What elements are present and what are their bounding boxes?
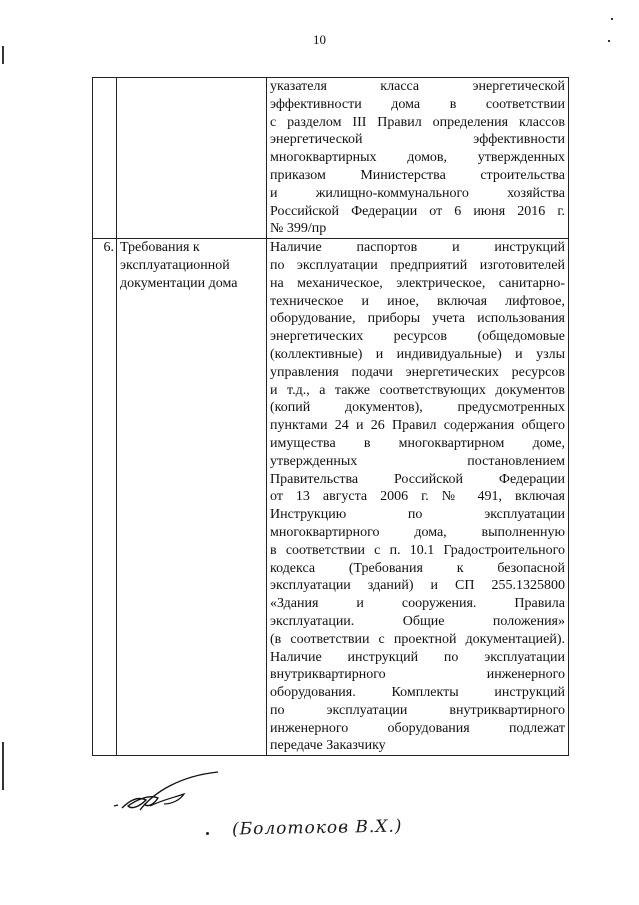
- description-line: Наличие паспортов и инструкций: [270, 240, 565, 256]
- description-line: многоквартирных домов, утвержденных: [270, 150, 565, 166]
- description-line: эффективности дома в соответствии: [270, 96, 565, 112]
- description-line: Правительства Российской Федерации: [270, 471, 565, 487]
- description-line: с разделом III Правил определения классов: [270, 114, 565, 130]
- description-line: Инструкцию по эксплуатации: [270, 507, 565, 523]
- description-line: передаче Заказчику: [270, 738, 386, 754]
- description-line: по эксплуатации внутриквартирного: [270, 702, 565, 718]
- ink-dot: [206, 832, 209, 835]
- scan-edge-mark: [2, 46, 4, 64]
- description-line: управления подачи энергетических ресурсов: [270, 364, 565, 380]
- row-number: 6.: [93, 239, 117, 756]
- requirement-name-line: эксплуатационной: [120, 257, 230, 273]
- requirement-description: [267, 239, 569, 756]
- signature-name: (Болотоков В.Х.): [231, 816, 403, 840]
- description-line: Наличие инструкций по эксплуатации: [270, 649, 565, 665]
- table-row: [93, 78, 569, 239]
- scan-speck: [611, 18, 613, 20]
- description-line: на механическое, электрическое, санитарно-: [270, 275, 565, 291]
- description-line: (в соответствии с проектной документацией).: [270, 631, 565, 647]
- requirement-name: [117, 239, 267, 756]
- description-line: (коллективные) и индивидуальные) и узлы: [270, 346, 565, 362]
- description-line: оборудование, приборы учета использования: [270, 311, 565, 327]
- requirement-description: [267, 78, 569, 239]
- description-line: указателя класса энергетической: [270, 79, 565, 94]
- description-line: и жилищно-коммунального хозяйства: [270, 185, 565, 201]
- description-line: имущества в многоквартирном доме,: [270, 435, 565, 451]
- description-line: утвержденных постановлением: [270, 453, 565, 469]
- requirements-table: [92, 77, 569, 756]
- row-number: [93, 78, 117, 239]
- description-line: оборудования. Комплекты инструкций: [270, 685, 565, 701]
- description-line: внутриквартирного инженерного: [270, 667, 565, 683]
- description-line: приказом Министерства строительства: [270, 167, 565, 183]
- description-line: многоквартирного дома, выполненную: [270, 524, 565, 540]
- description-line: № 399/пр: [270, 221, 327, 237]
- description-line: и т.д., а также соответствующих документов: [270, 382, 565, 398]
- description-line: от 13 августа 2006 г. № 491, включая: [270, 489, 565, 505]
- scan-speck: [608, 40, 610, 42]
- description-line: эксплуатации. Общие положения»: [270, 613, 565, 629]
- description-line: энергетических ресурсов (общедомовые: [270, 329, 565, 345]
- description-line: (копий документов), предусмотренных: [270, 400, 565, 416]
- description-line: эксплуатации зданий) и СП 255.1325800: [270, 578, 565, 594]
- description-line: по эксплуатации предприятий изготовителей: [270, 257, 565, 273]
- description-line: Российской Федерации от 6 июня 2016 г.: [270, 203, 565, 219]
- requirement-name-line: Требования к: [120, 240, 200, 256]
- description-line: в соответствии с п. 10.1 Градостроительного: [270, 542, 565, 558]
- description-line: пунктами 24 и 26 Правил содержания общего: [270, 418, 565, 434]
- table-row: [93, 239, 569, 756]
- page-number: 10: [313, 32, 326, 47]
- requirement-name-line: документации дома: [120, 275, 238, 291]
- signature-image: [110, 770, 250, 830]
- description-line: инженерного оборудования подлежат: [270, 720, 565, 736]
- requirement-name: [117, 78, 267, 239]
- scan-edge-mark: [2, 742, 4, 790]
- description-line: энергетической эффективности: [270, 132, 565, 148]
- description-line: кодекса (Требования к безопасной: [270, 560, 565, 576]
- description-line: «Здания и сооружения. Правила: [270, 596, 565, 612]
- description-line: техническое и иное, включая лифтовое,: [270, 293, 565, 309]
